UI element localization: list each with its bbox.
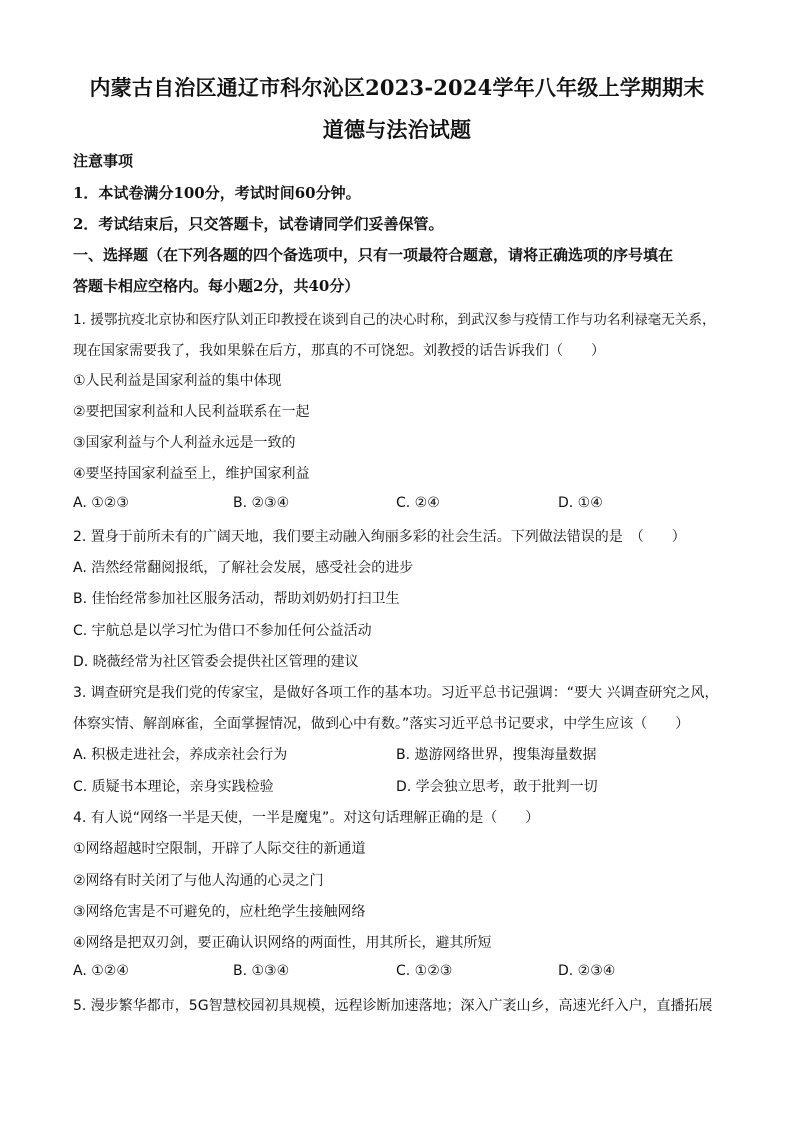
- q2-option-a: A. 浩然经常翻阅报纸，了解社会发展，感受社会的进步: [73, 560, 414, 576]
- q4-option-a: A. ①②④: [73, 963, 129, 979]
- q1-option-c: C. ②④: [396, 495, 440, 511]
- section1-instructions-line1: 一、选择题（在下列各题的四个备选项中，只有一项最符合题意，请将正确选项的序号填在: [73, 246, 674, 264]
- notice-item-2: 2．考试结束后，只交答题卡，试卷请同学们妥善保管。: [73, 215, 444, 233]
- q3-stem-line1: 3. 调查研究是我们党的传家宝，是做好各项工作的基本功。习近平总书记强调：“要大 兴调查研究之风，: [73, 685, 719, 701]
- q4-option-b: B. ①③④: [233, 963, 290, 979]
- q1-statement-3: ③国家利益与个人利益永远是一致的: [73, 435, 296, 451]
- q3-option-a: A. 积极走进社会，养成亲社会行为: [73, 747, 288, 763]
- q1-stem-line2: 现在国家需要我了，我如果躲在后方，那真的不可饶恕。刘教授的话告诉我们（ ）: [73, 343, 605, 359]
- q4-statement-2: ②网络有时关闭了与他人沟通的心灵之门: [73, 873, 324, 889]
- q1-option-b: B. ②③④: [233, 495, 290, 511]
- q4-option-d: D. ②③④: [558, 963, 616, 979]
- q4-statement-3: ③网络危害是不可避免的，应杜绝学生接触网络: [73, 904, 366, 920]
- exam-title-line2: 道德与法治试题: [322, 117, 472, 142]
- q4-option-c: C. ①②③: [396, 963, 453, 979]
- q3-option-b: B. 遨游网络世界，搜集海量数据: [396, 747, 597, 763]
- section1-instructions-line2: 答题卡相应空格内。每小题2分，共40分）: [73, 277, 360, 295]
- q1-statement-4: ④要坚持国家利益至上，维护国家利益: [73, 466, 310, 482]
- exam-title-line1: 内蒙古自治区通辽市科尔沁区2023-2024学年八年级上学期期末: [89, 75, 705, 100]
- q2-option-c: C. 宇航总是以学习忙为借口不参加任何公益活动: [73, 623, 372, 639]
- q5-stem-line1: 5. 漫步繁华都市，5G智慧校园初具规模，远程诊断加速落地；深入广袤山乡，高速光纤入户，直播拓展: [73, 998, 713, 1014]
- q4-stem: 4. 有人说“网络一半是天使，一半是魔鬼”。对这句话理解正确的是（ ）: [73, 810, 540, 826]
- q1-option-a: A. ①②③: [73, 495, 129, 511]
- q1-option-d: D. ①④: [558, 495, 603, 511]
- q2-option-b: B. 佳怡经常参加社区服务活动，帮助刘奶奶打扫卫生: [73, 591, 400, 607]
- q4-statement-4: ④网络是把双刃剑，要正确认识网络的两面性，用其所长，避其所短: [73, 935, 492, 951]
- notice-item-1: 1．本试卷满分100分，考试时间60分钟。: [73, 184, 361, 202]
- q4-statement-1: ①网络超越时空限制，开辟了人际交往的新通道: [73, 841, 366, 857]
- q1-stem-line1: 1. 援鄂抗疫北京协和医疗队刘正印教授在谈到自己的决心时称，到武汉参与疫情工作与功名利禄毫无关系，: [73, 312, 716, 328]
- notice-heading: 注意事项: [73, 152, 134, 170]
- q3-option-c: C. 质疑书本理论，亲身实践检验: [73, 779, 274, 795]
- q2-option-d: D. 晓薇经常为社区管委会提供社区管理的建议: [73, 654, 359, 670]
- q3-stem-line2: 体察实情、解剖麻雀，全面掌握情况，做到心中有数。”落实习近平总书记要求，中学生应该（ ）: [73, 716, 690, 732]
- q1-statement-1: ①人民利益是国家利益的集中体现: [73, 373, 282, 389]
- q1-statement-2: ②要把国家利益和人民利益联系在一起: [73, 404, 310, 420]
- q3-option-d: D. 学会独立思考，敢于批判一切: [396, 779, 598, 795]
- q2-stem: 2. 置身于前所未有的广阔天地，我们要主动融入绚丽多彩的社会生活。下列做法错误的是 （ ）: [73, 529, 686, 545]
